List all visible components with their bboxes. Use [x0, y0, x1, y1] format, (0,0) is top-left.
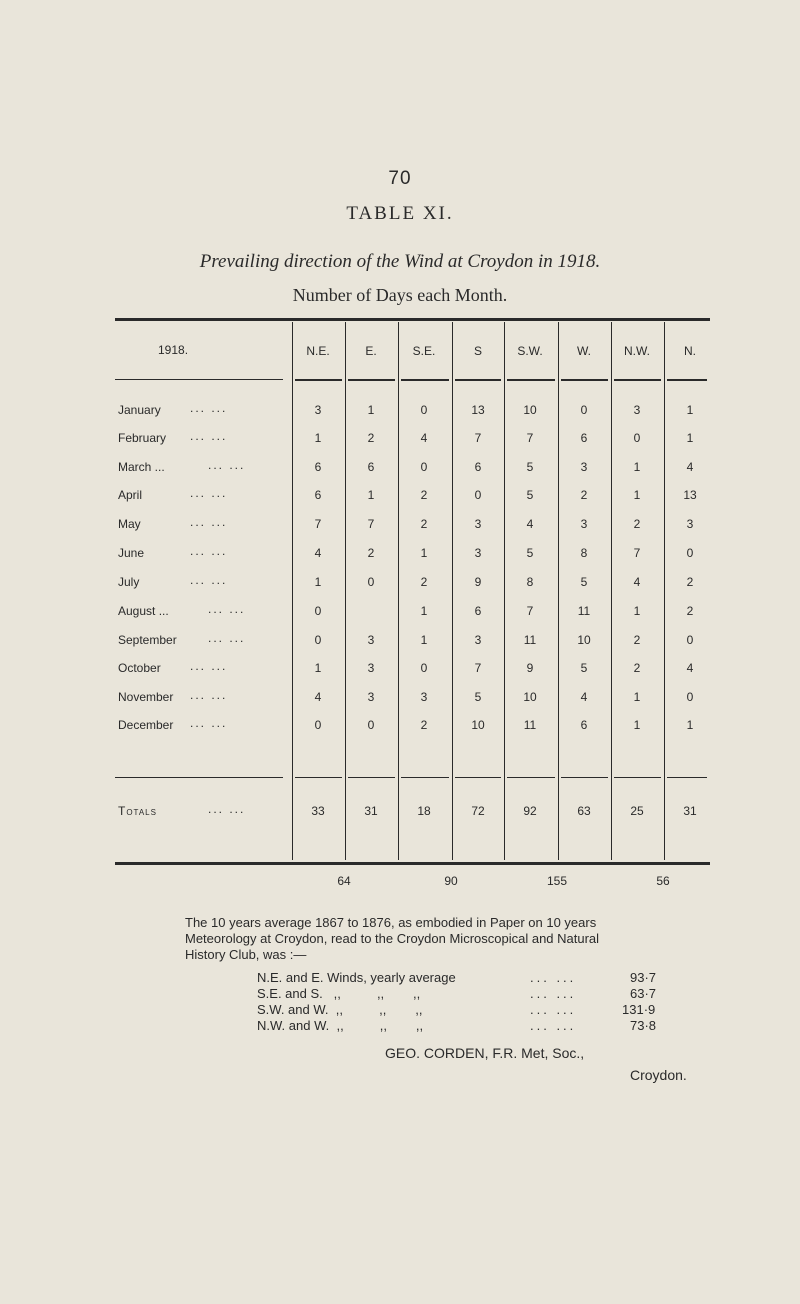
table-cell: 6: [580, 431, 588, 445]
table-cell: 2: [367, 546, 375, 560]
table-cell: 1: [314, 661, 322, 675]
table-cell: 1: [420, 546, 428, 560]
totals-rule: [561, 777, 608, 778]
table-cell: 0: [420, 460, 428, 474]
table-cell: 0: [474, 488, 482, 502]
table-cell: 3: [474, 546, 482, 560]
table-cell: 11: [523, 718, 537, 732]
table-cell: 2: [633, 633, 641, 647]
header-underline: [401, 379, 449, 381]
leader-dots: ... ...: [208, 458, 246, 472]
table-caption: Number of Days each Month.: [292, 285, 508, 305]
table-cell: 4: [686, 661, 694, 675]
table-cell: 1: [633, 690, 641, 704]
table-cell: 7: [474, 431, 482, 445]
leader-dots: ... ...: [530, 970, 577, 985]
average-value-nw-w: 73·8: [630, 1018, 657, 1033]
table-cell: 13: [471, 403, 485, 417]
table-cell: 3: [686, 517, 694, 531]
pair-total: 64: [337, 874, 351, 888]
average-label-ne-e: N.E. and E. Winds, yearly average: [257, 970, 456, 985]
table-cell: 2: [420, 575, 428, 589]
signature: GEO. CORDEN, F.R. Met, Soc.,: [385, 1045, 585, 1061]
totals-rule: [455, 777, 501, 778]
table-subtitle: Prevailing direction of the Wind at Croydon in 1918.: [199, 251, 601, 272]
totals-label: Totals: [118, 804, 157, 818]
table-cell: 3: [580, 517, 588, 531]
table-cell: 8: [526, 575, 534, 589]
total-cell: 92: [523, 804, 537, 818]
table-cell: 3: [420, 690, 428, 704]
table-cell: 7: [314, 517, 322, 531]
table-cell: 1: [633, 718, 641, 732]
header-underline: [614, 379, 661, 381]
total-cell: 18: [417, 804, 431, 818]
table-cell: 2: [633, 517, 641, 531]
total-cell: 31: [364, 804, 378, 818]
leader-dots: ... ...: [208, 802, 246, 816]
table-cell: 2: [686, 604, 694, 618]
pair-total: 56: [656, 874, 670, 888]
header-underline: [667, 379, 707, 381]
table-cell: 5: [526, 488, 534, 502]
month-label: October: [118, 661, 161, 675]
table-cell: 0: [314, 604, 322, 618]
totals-rule: [667, 777, 707, 778]
leader-dots: ... ...: [190, 573, 228, 587]
page-number: 70: [388, 168, 412, 189]
leader-dots: ... ...: [530, 986, 577, 1001]
table-title: TABLE XI.: [346, 203, 454, 224]
header-underline: [348, 379, 395, 381]
month-label: September: [118, 633, 177, 647]
leader-dots: ... ...: [208, 631, 246, 645]
header-direction: S: [473, 344, 482, 358]
table-cell: 6: [474, 460, 482, 474]
table-cell: 0: [367, 575, 375, 589]
table-cell: 1: [633, 488, 641, 502]
table-cell: 5: [526, 460, 534, 474]
table-cell: 3: [633, 403, 641, 417]
table-cell: 11: [523, 633, 537, 647]
leader-dots: ... ...: [208, 602, 246, 616]
average-label-nw-w: N.W. and W. ,, ,, ,,: [257, 1018, 424, 1033]
table-cell: 6: [314, 460, 322, 474]
table-cell: 6: [474, 604, 482, 618]
average-label-sw-w: S.W. and W. ,, ,, ,,: [257, 1002, 423, 1017]
table-cell: 4: [420, 431, 428, 445]
table-cell: 2: [686, 575, 694, 589]
table-cell: 2: [420, 718, 428, 732]
table-cell: 4: [526, 517, 534, 531]
table-cell: 2: [420, 488, 428, 502]
header-direction: W.: [577, 344, 591, 358]
leader-dots: ... ...: [190, 659, 228, 673]
average-label-se-s: S.E. and S. ,, ,, ,,: [257, 986, 421, 1001]
table-cell: 3: [314, 403, 322, 417]
table-cell: 3: [474, 517, 482, 531]
header-direction: N.W.: [624, 344, 650, 358]
table-cell: 10: [523, 690, 537, 704]
table-cell: 0: [686, 633, 694, 647]
header-direction: N.E.: [306, 344, 330, 358]
table-cell: 10: [523, 403, 537, 417]
note-line-1: The 10 years average 1867 to 1876, as embodied in Paper on 10 years: [185, 915, 597, 930]
month-label: April: [118, 488, 143, 502]
table-cell: 1: [686, 718, 694, 732]
header-direction: S.W.: [517, 344, 543, 358]
table-cell: 6: [367, 460, 375, 474]
average-value-ne-e: 93·7: [630, 970, 657, 985]
table-cell: 10: [577, 633, 591, 647]
table-cell: 1: [314, 431, 322, 445]
table-cell: 4: [314, 546, 322, 560]
month-label: May: [118, 517, 141, 531]
header-direction: S.E.: [412, 344, 436, 358]
month-label: January: [118, 403, 161, 417]
totals-rule: [295, 777, 342, 778]
table-cell: 4: [686, 460, 694, 474]
average-value-se-s: 63·7: [630, 986, 657, 1001]
total-cell: 33: [311, 804, 325, 818]
table-cell: 8: [580, 546, 588, 560]
totals-rule: [115, 777, 283, 778]
top-rule: [115, 318, 710, 321]
total-cell: 25: [630, 804, 644, 818]
table-cell: 6: [580, 718, 588, 732]
table-cell: 3: [367, 690, 375, 704]
table-cell: 2: [420, 517, 428, 531]
totals-rule: [401, 777, 449, 778]
table-cell: 0: [633, 431, 641, 445]
table-cell: 7: [633, 546, 641, 560]
month-label: December: [118, 718, 174, 732]
table-cell: 1: [367, 403, 375, 417]
table-cell: 3: [367, 633, 375, 647]
table-cell: 1: [633, 460, 641, 474]
month-label: March ...: [118, 460, 165, 474]
table-cell: 3: [474, 633, 482, 647]
leader-dots: ... ...: [190, 486, 228, 500]
table-cell: 6: [314, 488, 322, 502]
table-cell: 0: [314, 718, 322, 732]
table-cell: 0: [314, 633, 322, 647]
total-cell: 63: [577, 804, 591, 818]
table-cell: 1: [314, 575, 322, 589]
table-cell: 5: [580, 575, 588, 589]
totals-rule: [614, 777, 661, 778]
totals-rule: [507, 777, 555, 778]
note-line-3: History Club, was :—: [185, 947, 307, 962]
table-cell: 1: [420, 633, 428, 647]
leader-dots: ... ...: [190, 429, 228, 443]
table-cell: 2: [633, 661, 641, 675]
header-direction: E.: [365, 344, 377, 358]
table-cell: 2: [580, 488, 588, 502]
header-underline: [507, 379, 555, 381]
header-underline: [115, 379, 283, 380]
table-cell: 7: [526, 431, 534, 445]
month-label: July: [118, 575, 140, 589]
leader-dots: ... ...: [190, 401, 228, 415]
table-cell: 7: [367, 517, 375, 531]
table-cell: 0: [686, 546, 694, 560]
table-cell: 1: [686, 431, 694, 445]
table-cell: 0: [367, 718, 375, 732]
pair-total: 90: [444, 874, 458, 888]
header-underline: [561, 379, 608, 381]
header-underline: [455, 379, 501, 381]
header-year: 1918.: [158, 343, 189, 357]
month-label: November: [118, 690, 174, 704]
table-cell: 1: [633, 604, 641, 618]
month-label: June: [118, 546, 145, 560]
leader-dots: ... ...: [190, 716, 228, 730]
totals-rule: [348, 777, 395, 778]
table-cell: 10: [471, 718, 485, 732]
table-cell: 0: [580, 403, 588, 417]
table-cell: 0: [420, 661, 428, 675]
table-cell: 5: [580, 661, 588, 675]
signature-place: Croydon.: [630, 1067, 687, 1083]
average-value-sw-w: 131·9: [622, 1002, 656, 1017]
table-cell: 1: [420, 604, 428, 618]
table-cell: 1: [686, 403, 694, 417]
table-cell: 0: [686, 690, 694, 704]
table-cell: 4: [633, 575, 641, 589]
table-cell: 0: [420, 403, 428, 417]
table-cell: 7: [526, 604, 534, 618]
table-cell: 9: [526, 661, 534, 675]
table-cell: 5: [526, 546, 534, 560]
table-cell: 5: [474, 690, 482, 704]
table-cell: 3: [580, 460, 588, 474]
table-cell: 3: [367, 661, 375, 675]
bottom-rule: [115, 862, 710, 865]
leader-dots: ... ...: [530, 1002, 577, 1017]
table-cell: 2: [367, 431, 375, 445]
header-underline: [295, 379, 342, 381]
table-cell: 4: [580, 690, 588, 704]
table-cell: 13: [683, 488, 697, 502]
total-cell: 72: [471, 804, 485, 818]
table-cell: 1: [367, 488, 375, 502]
leader-dots: ... ...: [190, 688, 228, 702]
table-cell: 9: [474, 575, 482, 589]
note-line-2: Meteorology at Croydon, read to the Croydon Microscopical and Natural: [185, 931, 600, 946]
table-cell: 4: [314, 690, 322, 704]
header-direction: N.: [684, 344, 696, 358]
leader-dots: ... ...: [190, 544, 228, 558]
month-label: August ...: [118, 604, 169, 618]
pair-total: 155: [546, 874, 568, 888]
leader-dots: ... ...: [530, 1018, 577, 1033]
total-cell: 31: [683, 804, 697, 818]
table-cell: 7: [474, 661, 482, 675]
leader-dots: ... ...: [190, 515, 228, 529]
month-label: February: [118, 431, 167, 445]
table-cell: 11: [577, 604, 591, 618]
